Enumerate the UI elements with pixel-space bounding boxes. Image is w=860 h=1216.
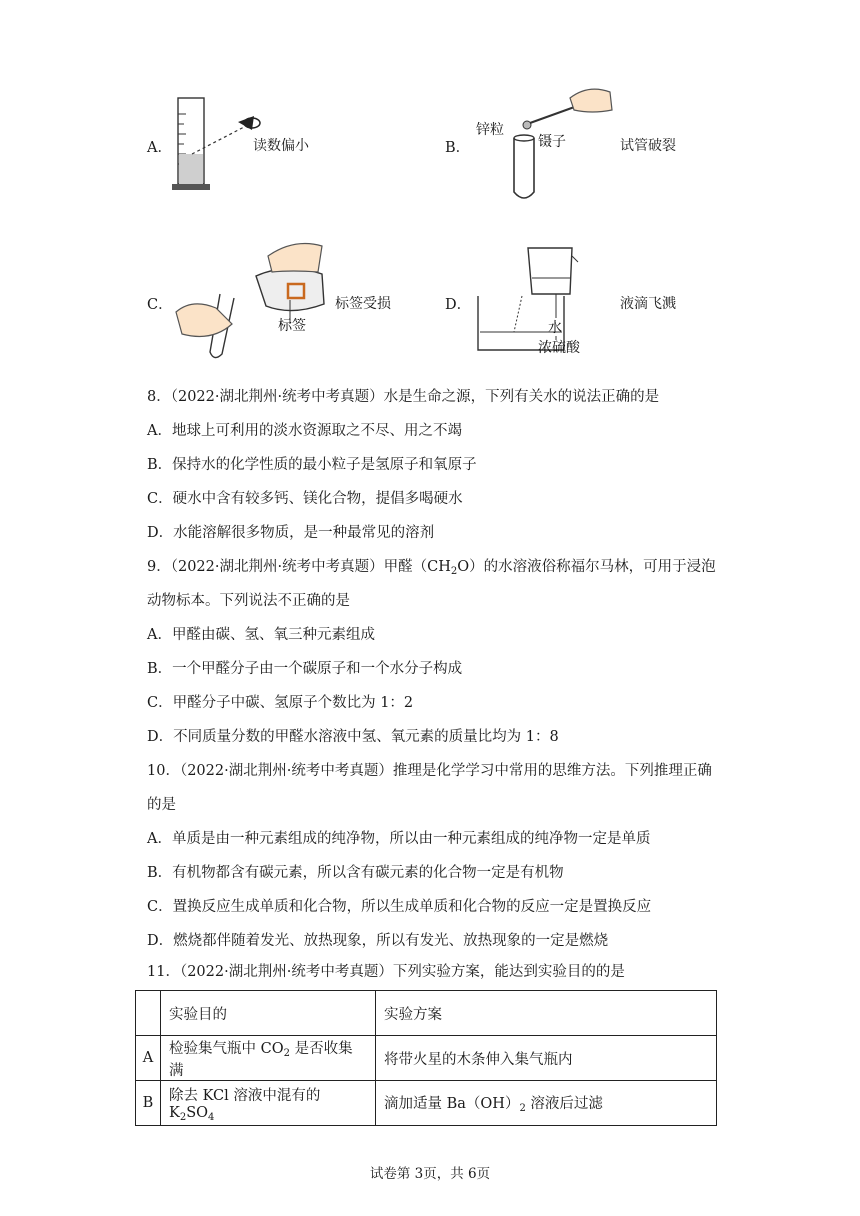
pouring-liquid-figure	[172, 232, 338, 366]
q10-option-b: B．有机物都含有碳元素，所以含有碳元素的化合物一定是有机物	[147, 865, 564, 881]
option-a-letter: A．	[147, 140, 172, 156]
table-header-cell: 实验目的	[161, 991, 376, 1036]
zinc-test-tube-figure	[470, 80, 620, 206]
q8-option-b: B．保持水的化学性质的最小粒子是氢原子和氧原子	[147, 457, 477, 473]
q8-option-d: D．水能溶解很多物质，是一种最常见的溶剂	[147, 525, 435, 541]
experiment-table	[135, 990, 717, 1126]
q9-option-a: A．甲醛由碳、氢、氧三种元素组成	[147, 627, 375, 643]
row-label: B	[136, 1081, 161, 1126]
q8-stem: 8．（2022·湖北荆州·统考中考真题）水是生命之源，下列有关水的说法正确的是	[147, 389, 660, 405]
page-footer: 试卷第 3页，共 6页	[369, 1166, 491, 1182]
q9-option-c: C．甲醛分子中碳、氢原子个数比为 1：2	[147, 695, 414, 711]
option-d-letter: D．	[445, 297, 472, 313]
table-row	[136, 1081, 717, 1126]
zinc-label: 锌粒	[476, 121, 504, 137]
tweezers-label: 镊子	[538, 133, 566, 149]
table-row	[136, 1036, 717, 1081]
experiment-plan: 将带火星的木条伸入集气瓶内	[376, 1036, 717, 1081]
q9-option-b: B．一个甲醛分子由一个碳原子和一个水分子构成	[147, 661, 463, 677]
sulfuric-acid-label: 浓硫酸	[538, 339, 580, 355]
experiment-purpose: 检验集气瓶中 $CO_2$ 是否收集满	[161, 1036, 376, 1081]
option-b-caption: 试管破裂	[620, 138, 676, 154]
diluting-acid-figure	[472, 240, 602, 358]
table-header-row	[136, 991, 717, 1036]
q8-option-c: C．硬水中含有较多钙、镁化合物，提倡多喝硬水	[147, 491, 463, 507]
option-c-letter: C．	[147, 297, 173, 313]
q8-option-a: A．地球上可利用的淡水资源取之不尽、用之不竭	[147, 423, 462, 439]
q10-option-d: D．燃烧都伴随着发光、放热现象，所以有发光、放热现象的一定是燃烧	[147, 933, 609, 949]
table-header-cell: 实验方案	[376, 991, 717, 1036]
option-b-letter: B．	[445, 140, 471, 156]
q10-stem: 10．（2022·湖北荆州·统考中考真题）推理是化学学习中常用的思维方法。下列推理正确	[147, 763, 712, 779]
option-a-caption: 读数偏小	[253, 138, 309, 154]
q10-stem-line2: 的是	[147, 797, 176, 813]
experiment-plan: 滴加适量 $Ba(OH)_2$ 溶液后过滤	[376, 1081, 717, 1126]
label-tag-label: 标签	[278, 317, 306, 333]
q9-option-d: D．不同质量分数的甲醛水溶液中氢、氧元素的质量比均为 1：8	[147, 729, 559, 745]
q9-stem-line2: 动物标本。下列说法不正确的是	[147, 593, 350, 609]
q9-stem: 9．（2022·湖北荆州·统考中考真题）甲醛$(CH_2O)$的水溶液俗称福尔马林，可用于浸泡	[147, 559, 716, 577]
q11-stem: 11．（2022·湖北荆州·统考中考真题）下列实验方案，能达到实验目的的是	[147, 964, 625, 980]
q10-option-a: A．单质是由一种元素组成的纯净物，所以由一种元素组成的纯净物一定是单质	[147, 831, 651, 847]
experiment-purpose: 除去 KCl 溶液中混有的 $K_2SO_4$	[161, 1081, 376, 1126]
water-label: 水	[548, 319, 562, 335]
option-c-caption: 标签受损	[335, 296, 391, 312]
row-label: A	[136, 1036, 161, 1081]
q10-option-c: C．置换反应生成单质和化合物，所以生成单质和化合物的反应一定是置换反应	[147, 899, 652, 915]
table-header-cell	[136, 991, 161, 1036]
option-d-caption: 液滴飞溅	[620, 296, 676, 312]
